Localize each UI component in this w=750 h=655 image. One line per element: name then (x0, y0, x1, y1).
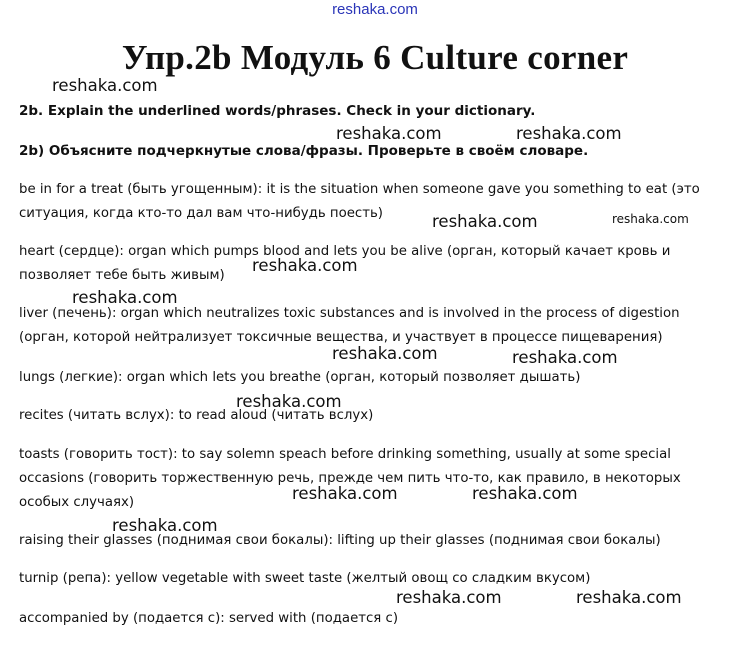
watermark: reshaka.com (612, 212, 689, 226)
watermark: reshaka.com (332, 344, 438, 363)
watermark: reshaka.com (576, 588, 682, 607)
vocab-entry: recites (читать вслух): to read aloud (читать вслух) (19, 408, 374, 423)
watermark: reshaka.com (292, 484, 398, 503)
watermark: reshaka.com (516, 124, 622, 143)
watermark: reshaka.com (432, 212, 538, 231)
watermark: reshaka.com (52, 76, 158, 95)
vocab-entry: lungs (легкие): organ which lets you breathe (орган, который позволяет дышать) (19, 370, 581, 385)
instruction-english: 2b. Explain the underlined words/phrases. Check in your dictionary. (19, 103, 536, 119)
watermark: reshaka.com (72, 288, 178, 307)
watermark: reshaka.com (236, 392, 342, 411)
watermark: reshaka.com (252, 256, 358, 275)
vocab-entry: heart (сердце): organ which pumps blood and lets you be alive (орган, который качает кровь и позволяет тебе быть живым) (19, 244, 671, 283)
vocab-entry: accompanied by (подается с): served with (подается с) (19, 611, 399, 626)
watermark: reshaka.com (512, 348, 618, 367)
vocab-entry: raising their glasses (поднимая свои бокалы): lifting up their glasses (поднимая свои бокалы) (19, 533, 661, 548)
vocab-entry: be in for a treat (быть угощенным): it is the situation when someone gave you something to eat (это ситуация, когда кто-то дал вам что-нибудь поесть) (19, 182, 700, 221)
watermark: reshaka.com (112, 516, 218, 535)
page-title: Упр.2b Модуль 6 Culture corner (121, 38, 629, 77)
watermark: reshaka.com (472, 484, 578, 503)
vocab-entry: liver (печень): organ which neutralizes toxic substances and is involved in the process of digestion (орган, которой нейтрализует токсичные вещества, и участвует в процессе пищеварения) (19, 306, 680, 345)
site-link[interactable]: reshaka.com (332, 1, 418, 18)
vocab-entry: toasts (говорить тост): to say solemn speach before drinking something, usually at some special occasions (говорить торжественную речь, прежде чем пить что-то, как правило, в некоторых особых случаях) (19, 447, 681, 510)
watermark: reshaka.com (336, 124, 442, 143)
vocab-entry: turnip (репа): yellow vegetable with sweet taste (желтый овощ со сладким вкусом) (19, 571, 591, 586)
watermark: reshaka.com (396, 588, 502, 607)
instruction-russian: 2b) Объясните подчеркнутые слова/фразы. Проверьте в своём словаре. (19, 143, 589, 159)
